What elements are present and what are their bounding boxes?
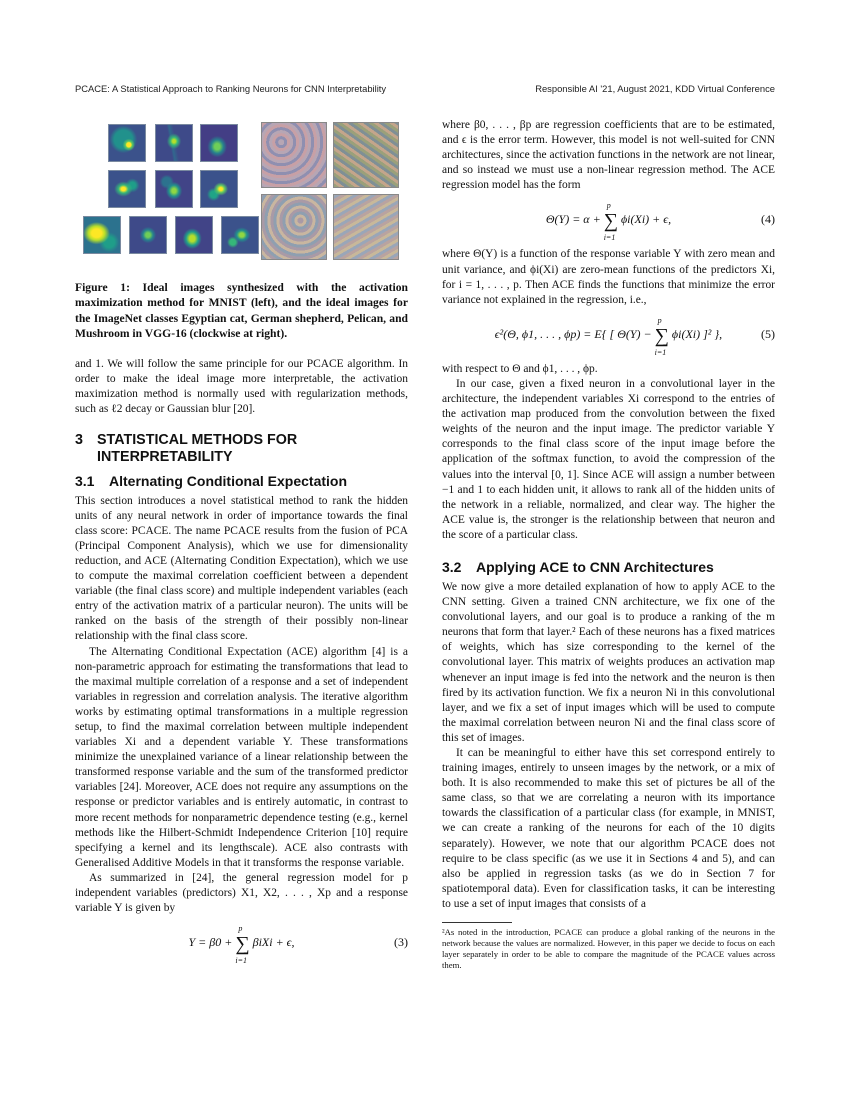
imagenet-ideal-image-egyptian-cat — [261, 122, 327, 188]
mnist-ideal-image-9 — [221, 216, 259, 254]
paragraph-ace-functions: where Θ(Y) is a function of the response variable Y with zero mean and unit variance, and ϕi(Xi) are zero-mean functions of the predictors Xi, for i = 1, . . . , p. Then ACE finds the functions that minimize the error variance not explained in the regression, i.e., — [442, 248, 775, 306]
paragraph-activation-max: and 1. We will follow the same principle for our PCACE algorithm. In order to make the ideal image more interpretable, the activation maximization method is normally used with regularization methods, such as ℓ2 decay or Gaussian blur [20]. — [75, 358, 408, 416]
footnote-2: ²As noted in the introduction, PCACE can produce a global ranking of the neurons in the network because the values are normalized. However, in this paper we decide to focus on each layer separately in order to be able to compare the magnitude of the PCACE values across them. — [442, 927, 775, 971]
sum-upper-limit: p — [657, 315, 662, 325]
equation-5 — [442, 315, 775, 357]
subsection-3-1-number: 3.1 — [75, 472, 95, 489]
equation-3-rhs: βiXi + ϵ, — [252, 935, 295, 950]
figure-1 — [75, 118, 408, 268]
equation-3-number: (3) — [394, 935, 408, 950]
mnist-ideal-image-3 — [108, 170, 146, 208]
mnist-ideal-image-5 — [200, 170, 238, 208]
subsection-3-1-title: Alternating Conditional Expectation — [109, 472, 348, 489]
left-column — [75, 118, 408, 970]
paragraph-with-respect-to: with respect to Θ and ϕ1, . . . , ϕp. — [442, 362, 598, 375]
right-column — [442, 118, 775, 971]
header-venue: Responsible AI '21, August 2021, KDD Virtual Conference — [535, 83, 775, 94]
imagenet-ideal-image-german-shepherd — [333, 122, 399, 188]
paragraph-ace-algorithm: The Alternating Conditional Expectation (ACE) algorithm [4] is a non-parametric approach for estimating the transformations that lead to the maximal multiple correlation of a response and a set of independent variables in regression and correlation analysis. The iterative algorithm works by estimating optimal transformations in a multiple regression setup, to find the maximal correlation between multiple independent variables Xi and a dependent variable Y. These transformations minimize the unexplained variance of a linear relationship between the transformed response variable and the sum of the transformed predictor variables [24]. Moreover, ACE does not require any assumptions on the response or predictor variables and is entirely automatic, in contrast to more recent methods for nonparametric dependence testing (e.g., kernel methods like the Hilbert-Schmidt Independence Criterion [10] require specifying a kernel and its lengthscale). ACE also contrasts with Generalised Additive Models in that it transforms the response variable. — [75, 645, 408, 869]
sum-lower-limit: i=1 — [654, 347, 667, 357]
header-title: PCACE: A Statistical Approach to Ranking Neurons for CNN Interpretability — [75, 83, 387, 94]
subsection-3-2-heading — [442, 559, 775, 576]
section-3-title-line-2: INTERPRETABILITY — [97, 449, 233, 466]
sum-lower-limit: i=1 — [235, 956, 247, 966]
section-3-title-line-1: STATISTICAL METHODS FOR — [97, 431, 298, 448]
summation-symbol: ∑ p i=1 — [654, 315, 669, 357]
equation-3-lhs: Y = β0 + — [188, 935, 233, 950]
subsection-3-2-number: 3.2 — [442, 558, 462, 575]
paragraph-pcace-intro: This section introduces a novel statistical method to rank the hidden units of any neural network in order of importance towards the final class score: PCACE. The name PCACE results from the fusion of PCA (Principal Component Analysis), which we use for dimensionality reduction, and ACE (Alternating Condition Expectation), which we use to compute the maximal correlation coefficient between a dependent variable (the final class score) and multiple independent variables (each entry of the activation matrix of a particular neuron). The units will be ranked on the basis of the strength of their possibly non-linear relationship with the final class score. — [75, 494, 408, 643]
subsection-3-1-heading — [75, 473, 408, 490]
mnist-ideal-image-8 — [175, 216, 213, 254]
figure-1-caption: Figure 1: Ideal images synthesized with the activation maximization method for MNIST (left), and the ideal images for the ImageNet classes Egyptian cat, German shepherd, Pelican, and Mushroom in VGG-16 (clockwise at right). — [75, 281, 408, 340]
summation-symbol: ∑ p i=1 — [603, 201, 618, 243]
equation-3 — [75, 924, 408, 966]
equation-5-rhs: ϕi(Xi) ]² }, — [671, 326, 723, 341]
paragraph-applying-ace: We now give a more detailed explanation of how to apply ACE to the CNN setting. Given a trained CNN architecture, we fix one of the convolutional layers, and our goal is to produce a ranking of the m neurons that form that layer.² Each of these neurons has a fixed matrices of weights, which has size corresponding to the kernel of the convolutional layer. This matrix of weights produces an activation map whenever an input image is fed into the network and the neuron is then fired by its activation function. We fix a neuron Ni in this convolutional layer, and we fix a set of input images which will be used to compute the maximal correlation between neuron Ni and the final class score of this set of images. — [442, 580, 775, 744]
mnist-ideal-image-0 — [108, 124, 146, 162]
equation-4-rhs: ϕi(Xi) + ϵ, — [620, 212, 672, 227]
equation-5-lhs: ϵ²(Θ, ϕ1, . . . , ϕp) = E{ [ Θ(Y) − — [494, 326, 652, 341]
paragraph-regression-coefficients: where β0, . . . , βp are regression coefficients that are to be estimated, and ϵ is the error term. However, this model is not well-suited for CNN architectures, since the activation functions in the network are not linear, and so instead we must use a non-linear regression method. The ACE regression model has the form — [442, 119, 775, 192]
equation-4-number: (4) — [761, 212, 775, 227]
paragraph-fixed-neuron: In our case, given a fixed neuron in a convolutional layer in the architecture, the independent variables Xi correspond to the entries of the activation map produced from the convolution between the fixed weights of the neuron and the input image. The predictor variable Y corresponds to the final class score of the input image before the application of the softmax function, to avoid the compression of the values into the interval [0, 1]. Since ACE will assign a number between −1 and 1 to each hidden unit, it allows to rank all of the hidden units of the network in a reliable, normalized, and clear way. The higher the ACE value is, the stronger is the relationship between that neuron and the score of a particular class. — [442, 377, 775, 541]
imagenet-ideal-image-mushroom — [261, 194, 327, 260]
sum-upper-limit: p — [606, 201, 611, 211]
subsection-3-2-title: Applying ACE to CNN Architectures — [476, 558, 714, 575]
summation-symbol: ∑ p i=1 — [235, 924, 250, 966]
paragraph-regression-model: As summarized in [24], the general regression model for p independent variables (predictors) X1, X2, . . . , Xp and a response variable Y is given by — [75, 871, 408, 915]
equation-5-number: (5) — [761, 326, 775, 341]
mnist-ideal-image-6 — [83, 216, 121, 254]
sum-lower-limit: i=1 — [603, 233, 616, 243]
mnist-ideal-image-7 — [129, 216, 167, 254]
equation-4-lhs: Θ(Y) = α + — [545, 212, 601, 227]
section-3-number: 3 — [75, 431, 83, 448]
mnist-ideal-image-4 — [155, 170, 193, 208]
mnist-ideal-image-1 — [155, 124, 193, 162]
running-header — [75, 83, 775, 97]
sum-upper-limit: p — [238, 924, 243, 934]
paragraph-image-set: It can be meaningful to either have this set correspond entirely to training images, entirely to unseen images by the network, or a mix of both. It is also recommended to make this set of pictures be all of the same class, so that we are correlating a neuron with its importance towards the classification of a particular class (for example, in MNIST, we can create a ranking of the neurons for each of the 10 digits separately). However, we note that our algorithm PCACE does not require to be class specific (as we use it in Sections 4 and 5), and can also be applied in regression tasks (as we do in Section 7 for spatiotemporal data). Even for classification tasks, it can be interesting to use a set of input images that consists of a — [442, 747, 775, 910]
footnote-rule — [442, 922, 512, 923]
section-3-heading — [75, 432, 408, 467]
imagenet-ideal-image-pelican — [333, 194, 399, 260]
equation-4 — [442, 201, 775, 243]
mnist-ideal-image-2 — [200, 124, 238, 162]
